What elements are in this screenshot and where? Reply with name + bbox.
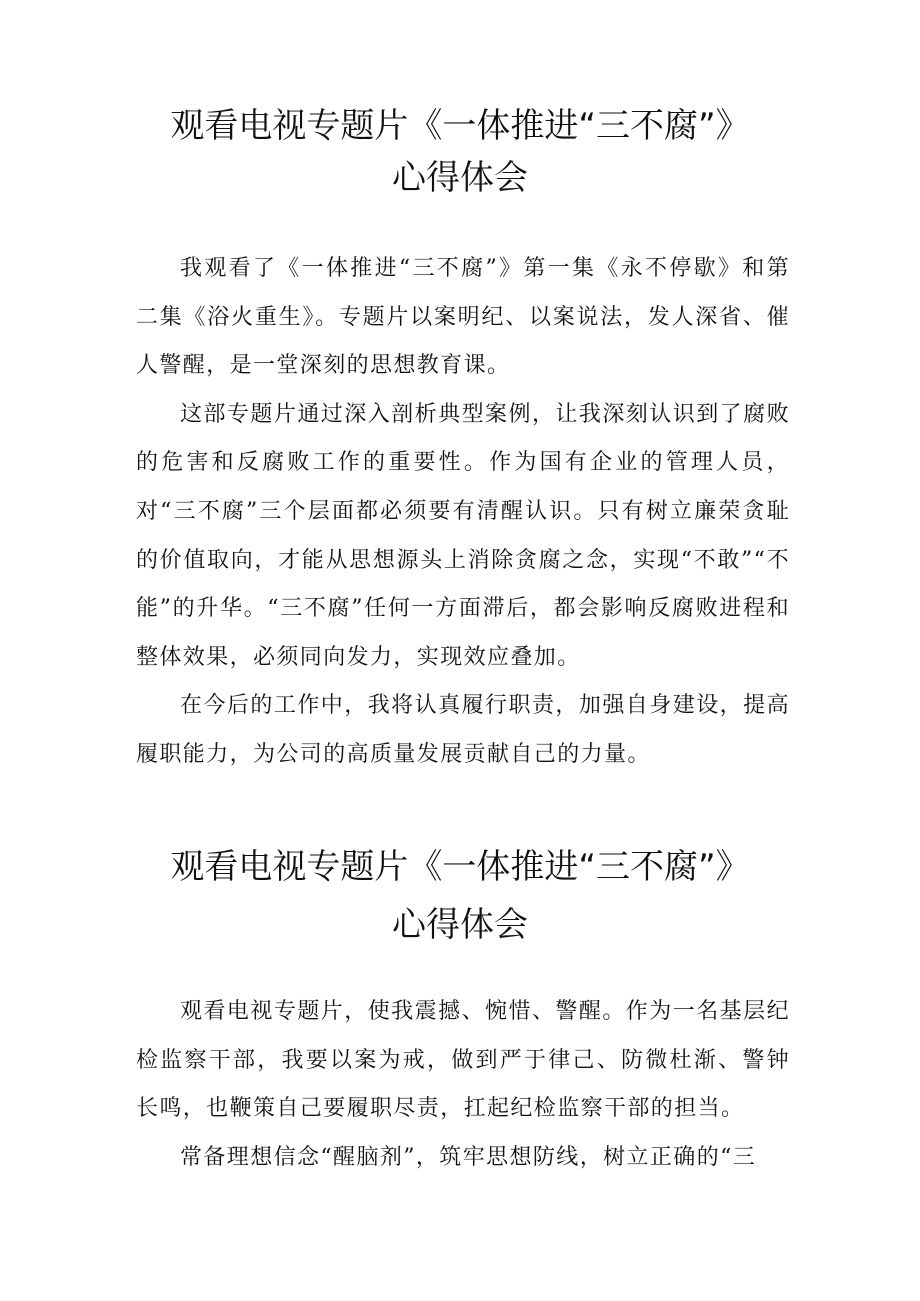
article-1-body — [136, 245, 790, 780]
article-2-paragraph-2: 常备理想信念“醒脑剂”，筑牢思想防线，树立正确的“三 — [180, 1144, 757, 1170]
article-2-title-line-1: 观看电视专题片《一体推进“三不腐”》 — [170, 847, 750, 887]
article-2 — [0, 838, 920, 1170]
article-1-title-line-1: 观看电视专题片《一体推进“三不腐”》 — [170, 106, 750, 146]
article-1-paragraph-1: 我观看了《一体推进“三不腐”》第一集《永不停歇》和第二集《浴火重生》。专题片以案明纪、以案说法，发人深省、催人警醒，是一堂深刻的思想教育课。 — [136, 256, 790, 379]
article-1 — [0, 100, 920, 767]
article-2-title-line-2: 心得体会 — [392, 905, 528, 945]
article-2-title — [0, 838, 920, 954]
article-1-title-line-2: 心得体会 — [392, 158, 528, 198]
article-1-paragraph-3: 在今后的工作中，我将认真履行职责，加强自身建设，提高履职能力，为公司的高质量发展贡献自己的力量。 — [136, 693, 790, 767]
article-2-body — [136, 988, 790, 1182]
article-2-paragraph-1: 观看电视专题片，使我震撼、惋惜、警醒。作为一名基层纪检监察干部，我要以案为戒，做到严于律己、防微杜渐、警钟长鸣，也鞭策自己要履职尽责，扛起纪检监察干部的担当。 — [136, 999, 790, 1122]
article-1-paragraph-2: 这部专题片通过深入剖析典型案例，让我深刻认识到了腐败的危害和反腐败工作的重要性。作为国有企业的管理人员，对“三不腐”三个层面都必须要有清醒认识。只有树立廉荣贪耻的价值取向，才能从思想源头上消除贪腐之念，实现“不敢”“不能”的升华。“三不腐”任何一方面滞后，都会影响反腐败进程和整体效果，必须同向发力，实现效应叠加。 — [136, 401, 790, 670]
article-1-title — [0, 100, 920, 204]
